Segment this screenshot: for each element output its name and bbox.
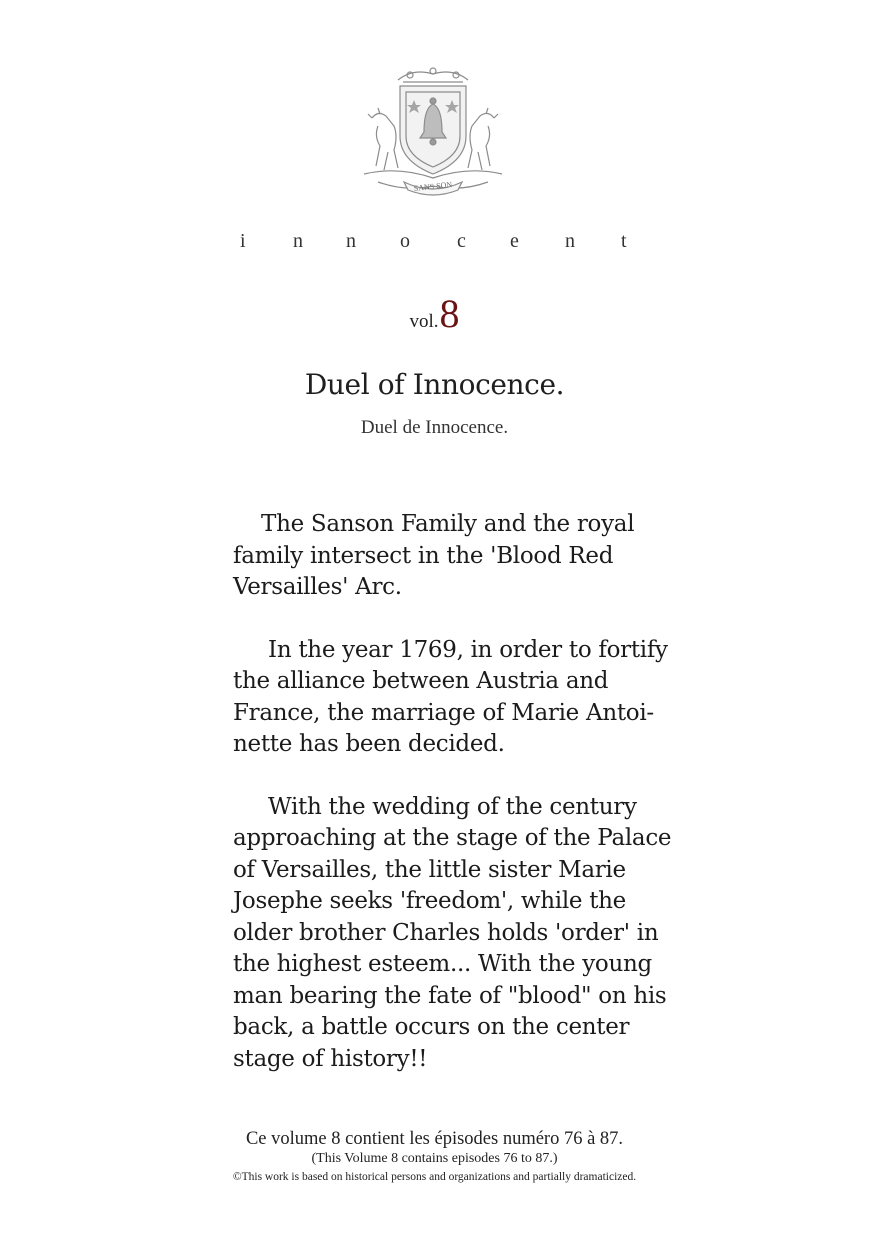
family-crest-emblem [358, 66, 508, 198]
series-title [0, 230, 869, 254]
crest-icon [358, 66, 508, 198]
episodes-note-en: (This Volume 8 contains episodes 76 to 87.) [311, 1151, 558, 1166]
page-subtitle: Duel de Innocence. [360, 417, 509, 438]
text-line: man bearing the fate of "blood" on his [233, 982, 667, 1009]
series-title-letter: t [621, 230, 627, 252]
volume-label [0, 290, 869, 337]
disclaimer: ©This work is based on historical persons and organizations and partially dramaticized. [232, 1171, 637, 1183]
text-line: With the wedding of the century [233, 793, 637, 820]
text-line: stage of history!! [233, 1045, 428, 1072]
series-title-letter: c [457, 230, 466, 252]
text-line: older brother Charles holds 'order' in [233, 919, 659, 946]
text-line: Versailles' Arc. [233, 574, 402, 600]
synopsis-paragraph [233, 635, 673, 761]
series-title-letter: n [565, 230, 575, 252]
series-title-letter: n [293, 230, 303, 252]
series-title-letter: n [346, 230, 356, 252]
series-title-letter: o [400, 230, 410, 252]
text-line: In the year 1769, in order to fortify [233, 636, 668, 663]
volume-prefix: vol. [409, 311, 439, 332]
text-line: Josephe seeks 'freedom', while the [233, 888, 626, 914]
text-line: nette has been decided. [233, 731, 505, 757]
text-line: the highest esteem... With the young [233, 951, 652, 977]
episodes-note-fr: Ce volume 8 contient les épisodes numéro 76 à 87. [245, 1129, 624, 1149]
text-line: The Sanson Family and the royal [233, 511, 635, 537]
crest-motto: SANS SON [413, 180, 453, 193]
synopsis-paragraph [233, 509, 673, 604]
series-title-letter: e [510, 230, 519, 252]
text-line: France, the marriage of Marie Antoi- [233, 699, 654, 726]
text-line: of Versailles, the little sister Marie [233, 856, 626, 883]
series-title-letter: i [240, 230, 246, 252]
volume-number: 8 [439, 291, 460, 336]
text-line: approaching at the stage of the Palace [233, 825, 672, 851]
synopsis-paragraph [233, 792, 673, 1076]
text-line: back, a battle occurs on the center [233, 1014, 630, 1040]
synopsis [233, 509, 673, 1075]
page-title: Duel of Innocence. [304, 368, 565, 401]
text-line: the alliance between Austria and [233, 668, 609, 694]
text-line: family intersect in the 'Blood Red [233, 542, 614, 569]
